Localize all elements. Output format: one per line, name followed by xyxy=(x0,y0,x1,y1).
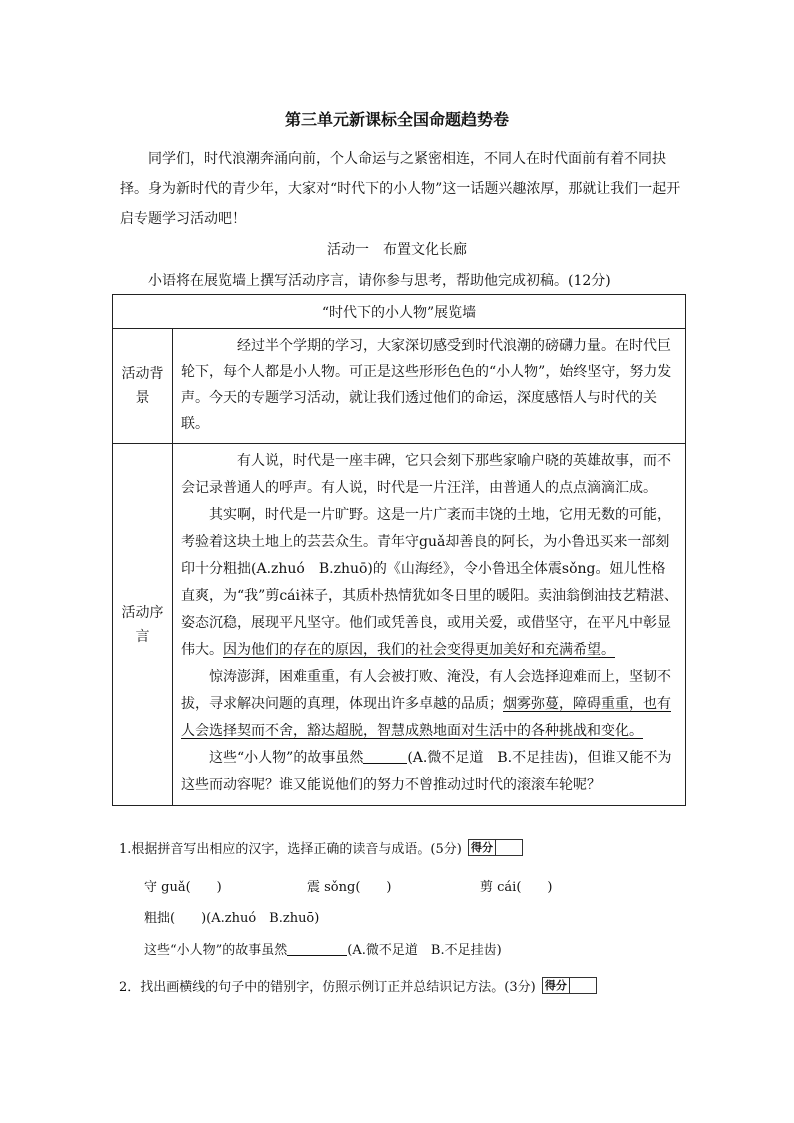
question-2-text: 2．找出画横线的句子中的错别字，仿照示例订正并总结识记方法。(3分) xyxy=(119,980,536,995)
score-label: 得分 xyxy=(469,840,496,855)
item-zhuo: 粗拙( )(A.zhuó B.zhuō) xyxy=(144,911,320,926)
preface-cell xyxy=(173,444,686,806)
item-idiom-text-a: 这些“小人物”的故事虽然 xyxy=(144,943,288,958)
activity-instruction: 小语将在展览墙上撰写活动序言，请你参与思考，帮助他完成初稿。(12分) xyxy=(148,273,611,289)
preface-paragraph-3-text: 惊涛澎湃，困难重重，有人会被打败、淹没，有人会选择迎难而上，坚韧不拔，寻求解决问题的真理，体现出许多卓越的品质； xyxy=(181,669,671,712)
score-label: 得分 xyxy=(543,978,570,993)
question-1-text: 1.根据拼音写出相应的汉字，选择正确的读音与成语。(5分) xyxy=(119,842,462,857)
preface-paragraph-4-text-b: (A.微不足道 B.不足挂齿)，但谁又能不为这些而动容呢？谁又能说他们的努力不曾推动过时代的滚滚车轮呢？ xyxy=(181,750,672,793)
idiom-answer-blank[interactable] xyxy=(287,941,347,956)
question-2 xyxy=(119,976,597,995)
page-title: 第三单元新课标全国命题趋势卷 xyxy=(284,110,509,129)
preface-paragraph-4 xyxy=(181,745,679,799)
background-label: 活动背景 xyxy=(113,329,173,444)
item-song: 震 sǒng( ) xyxy=(307,880,392,895)
preface-paragraph-1: 有人说，时代是一座丰碑，它只会刻下那些家喻户晓的英雄故事，而不会记录普通人的呼声。有人说，时代是一片汪洋，由普通人的点点滴滴汇成。 xyxy=(181,453,671,496)
intro-paragraph: 同学们，时代浪潮奔涌向前，个人命运与之紧密相连，不同人在时代面前有着不同抉择。身为新时代的青少年，大家对“时代下的小人物”这一话题兴趣浓厚，那就让我们一起开启专题学习活动吧！ xyxy=(120,151,681,227)
preface-paragraph-2 xyxy=(181,502,679,664)
background-cell xyxy=(173,329,686,444)
underlined-sentence-1: 因为他们的存在的原因，我们的社会变得更加美好和充满希望。 xyxy=(223,642,615,658)
preface-label: 活动序言 xyxy=(113,444,173,806)
exhibit-table xyxy=(112,294,686,806)
item-idiom-text-b: (A.微不足道 B.不足挂齿) xyxy=(347,943,502,958)
preface-paragraph-2-text: 其实啊，时代是一片旷野。这是一片广袤而丰饶的土地，它用无数的可能，考验着这块土地上的芸芸众生。青年守guǎ却善良的阿长，为小鲁迅买来一部刻印十分粗拙(A.zhuó B.zhuō)的《山海经》，令小鲁迅全体震sǒng。妞儿性格直爽，为“我”剪cái袜子，其质朴热情犹如冬日里的暖阳。卖油翁倒油技艺精湛、姿态沉稳，展现平凡坚守。他们或凭善良，或用关爱，或借坚守，在平凡中彰显伟大。 xyxy=(181,507,678,658)
item-idiom xyxy=(144,939,502,958)
table-caption: “时代下的小人物”展览墙 xyxy=(113,295,686,329)
preface-paragraph-4-text-a: 这些“小人物”的故事虽然 xyxy=(209,750,364,766)
question-1 xyxy=(119,838,523,857)
preface-paragraph-3 xyxy=(181,664,679,745)
score-box-q2[interactable] xyxy=(542,977,597,994)
answer-blank[interactable] xyxy=(363,749,407,764)
item-gua: 守 guǎ( ) xyxy=(144,880,222,895)
underlined-sentence-2: 烟雾弥蔓，障碍重重，也有人会选择契而不舍，豁达超脱，智慧成熟地面对生活中的各种挑战和变化。 xyxy=(181,696,671,739)
background-text: 经过半个学期的学习，大家深切感受到时代浪潮的磅礴力量。在时代巨轮下，每个人都是小人物。可正是这些形形色色的“小人物”，始终坚守，努力发声。今天的专题学习活动，就让我们透过他们的命运，深度感悟人与时代的关联。 xyxy=(181,338,672,432)
activity-heading: 活动一 布置文化长廊 xyxy=(327,242,467,258)
score-box-q1[interactable] xyxy=(468,839,523,856)
item-cai: 剪 cái( ) xyxy=(480,880,553,895)
